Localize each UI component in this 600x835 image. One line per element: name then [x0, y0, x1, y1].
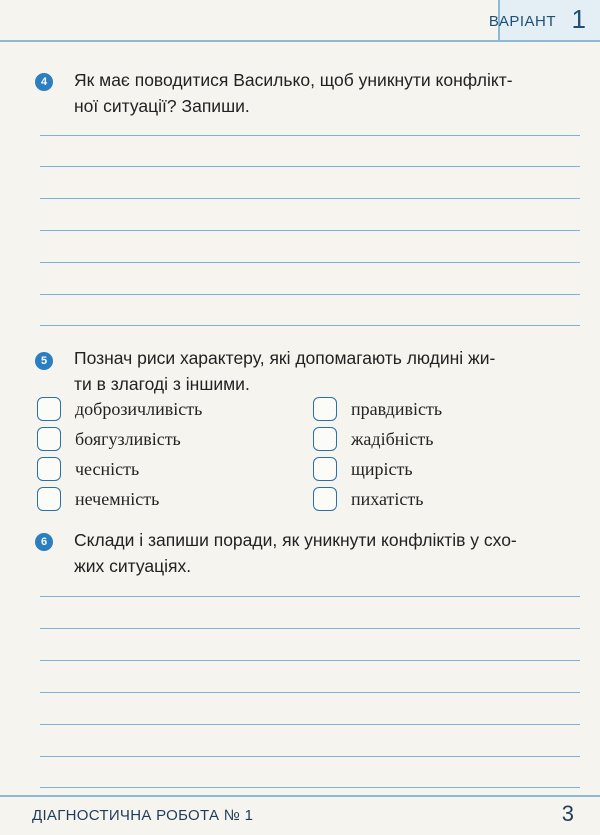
- question-line: ти в злагоді з іншими.: [74, 374, 250, 394]
- variant-label: ВАРІАНТ: [488, 13, 556, 30]
- answer-line[interactable]: [40, 660, 580, 661]
- question-line: Склади і запиши поради, як уникнути конфліктів у схо-: [74, 530, 517, 550]
- answer-line[interactable]: [40, 596, 580, 597]
- answer-line[interactable]: [40, 262, 580, 263]
- answer-line[interactable]: [40, 166, 580, 167]
- question-line: ної ситуації? Запиши.: [74, 96, 250, 116]
- option-checkbox[interactable]: [37, 397, 61, 421]
- task-question: [74, 67, 579, 119]
- option-checkbox[interactable]: [313, 427, 337, 451]
- option-checkbox[interactable]: [313, 487, 337, 511]
- answer-line[interactable]: [40, 628, 580, 629]
- task-question: [74, 345, 579, 397]
- option-label: боягузливість: [75, 428, 181, 449]
- option-item[interactable]: [313, 426, 433, 452]
- option-label: жадібність: [351, 428, 434, 449]
- page-footer: [0, 795, 600, 835]
- task-number-badge: 5: [35, 352, 53, 370]
- option-item[interactable]: [313, 456, 413, 482]
- option-label: щирість: [351, 458, 413, 479]
- option-checkbox[interactable]: [37, 427, 61, 451]
- footer-divider: [0, 795, 600, 797]
- option-checkbox[interactable]: [313, 457, 337, 481]
- task-question: [74, 527, 579, 579]
- answer-line[interactable]: [40, 198, 580, 199]
- task-number-badge: 6: [35, 533, 53, 551]
- option-checkbox[interactable]: [37, 487, 61, 511]
- answer-line[interactable]: [40, 692, 580, 693]
- answer-line[interactable]: [40, 756, 580, 757]
- header-divider: [0, 40, 500, 42]
- option-item[interactable]: [313, 396, 442, 422]
- option-checkbox[interactable]: [313, 397, 337, 421]
- answer-line[interactable]: [40, 724, 580, 725]
- answer-line[interactable]: [40, 325, 580, 326]
- option-label: нечемність: [75, 488, 160, 509]
- task-number-badge: 4: [35, 73, 53, 91]
- option-item[interactable]: [37, 396, 202, 422]
- question-line: Познач риси характеру, які допомагають людині жи-: [74, 348, 496, 368]
- option-label: правдивість: [351, 398, 443, 419]
- page-header: [0, 0, 600, 46]
- answer-line[interactable]: [40, 787, 580, 788]
- option-item[interactable]: [313, 486, 423, 512]
- question-line: Як має поводитися Василько, щоб уникнути конфлікт-: [74, 70, 513, 90]
- page-number: 3: [561, 801, 574, 826]
- option-item[interactable]: [37, 456, 139, 482]
- answer-line[interactable]: [40, 135, 580, 136]
- option-item[interactable]: [37, 426, 181, 452]
- option-label: доброзичливість: [75, 398, 203, 419]
- answer-line[interactable]: [40, 294, 580, 295]
- question-line: жих ситуаціях.: [74, 556, 192, 576]
- variant-number: 1: [571, 4, 586, 34]
- option-item[interactable]: [37, 486, 159, 512]
- answer-line[interactable]: [40, 230, 580, 231]
- option-label: пихатість: [351, 488, 424, 509]
- option-checkbox[interactable]: [37, 457, 61, 481]
- footer-title: ДІАГНОСТИЧНА РОБОТА № 1: [32, 807, 254, 824]
- option-label: чесність: [75, 458, 140, 479]
